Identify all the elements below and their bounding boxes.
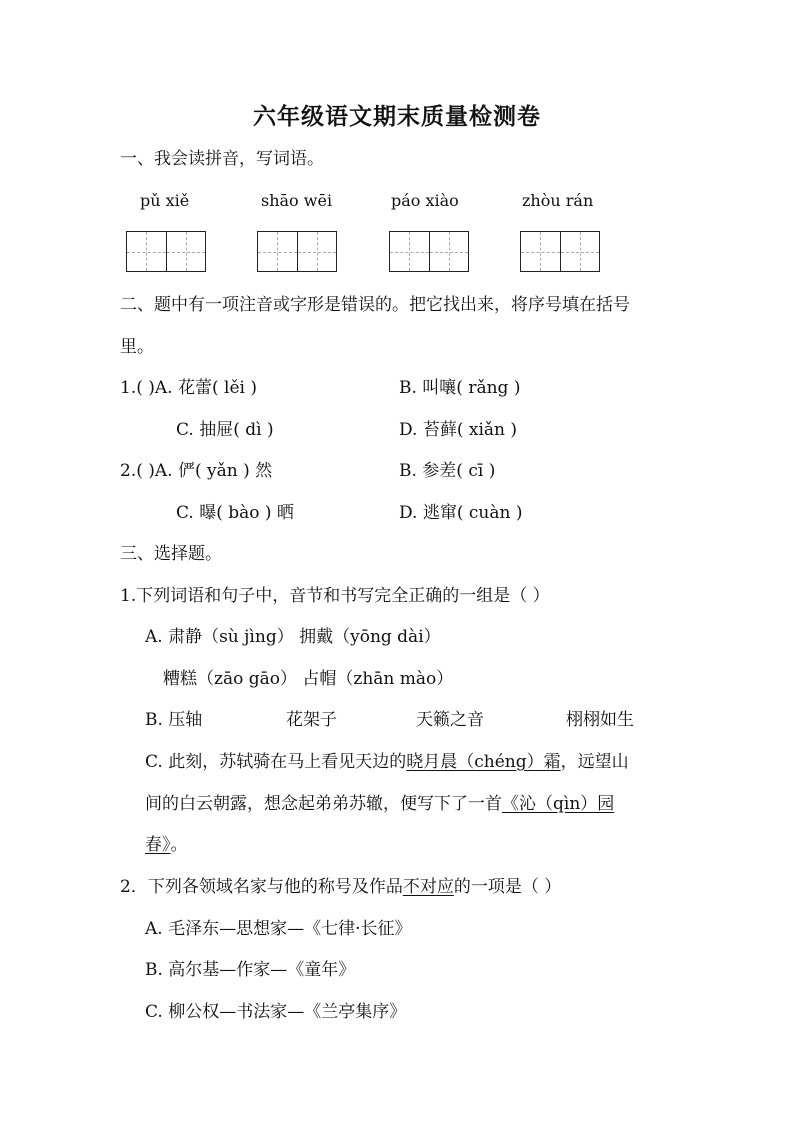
s3-q1-option-b-3: 天籁之音: [416, 710, 484, 730]
s3-q1-option-a-line1: A. 肃静（sù jìng） 拥戴（yōng dài）: [145, 627, 441, 647]
grid-cell[interactable]: [390, 232, 429, 271]
section2-heading-line2: 里。: [120, 337, 154, 357]
s2-q1-option-a: 1.( )A. 花蕾( lěi ): [120, 378, 257, 398]
text-segment: 间的白云朝露，想念起弟弟苏辙，便写下了一首: [145, 794, 502, 814]
underlined-phrase: 不对应: [402, 877, 454, 897]
grid-cell[interactable]: [521, 232, 560, 271]
s2-q2-option-c: C. 曝( bào ) 晒: [176, 503, 294, 523]
grid-cell[interactable]: [297, 232, 337, 271]
s2-q2-option-d: D. 逃窜( cuàn ): [399, 503, 523, 523]
underlined-phrase: 晓月晨（chéng）霜: [406, 752, 561, 772]
s2-q2-option-a: 2.( )A. 俨( yǎn ) 然: [120, 461, 273, 481]
section1-heading: 一、我会读拼音，写词语。: [120, 149, 324, 169]
s3-q2-option-c: C. 柳公权—书法家—《兰亭集序》: [145, 1002, 407, 1022]
s2-q1-option-c: C. 抽屉( dì ): [176, 420, 274, 440]
s2-q2-option-b: B. 参差( cī ): [399, 461, 496, 481]
s3-q2-stem: [120, 876, 561, 898]
pinyin-3: páo xiào: [391, 191, 459, 210]
section3-heading: 三、选择题。: [120, 544, 222, 564]
s3-q1-option-b-2: 花架子: [286, 710, 337, 730]
s3-q1-stem: 1.下列词语和句子中，音节和书写完全正确的一组是（ ）: [120, 586, 550, 606]
writing-grid-2[interactable]: [257, 231, 337, 272]
underlined-phrase: 《沁（qìn）园: [502, 794, 615, 814]
page-title: 六年级语文期末质量检测卷: [253, 103, 541, 130]
grid-cell[interactable]: [258, 232, 297, 271]
pinyin-4: zhòu rán: [522, 191, 594, 210]
text-segment: 的一项是（ ）: [453, 877, 562, 897]
s2-q1-option-d: D. 苔藓( xiǎn ): [399, 420, 518, 440]
s2-q1-option-b: B. 叫嚷( rǎng ): [399, 378, 521, 398]
text-segment: ，远望山: [560, 752, 629, 772]
text-segment: 。: [170, 835, 188, 855]
pinyin-1: pǔ xiě: [140, 191, 190, 210]
s3-q1-option-c-line1: [145, 751, 629, 773]
s3-q2-option-b: B. 高尔基—作家—《童年》: [145, 960, 356, 980]
s3-q1-option-b-4: 栩栩如生: [566, 710, 634, 730]
writing-grid-4[interactable]: [520, 231, 600, 272]
s3-q1-option-b-1: B. 压轴: [145, 710, 203, 730]
grid-cell[interactable]: [429, 232, 469, 271]
writing-grid-3[interactable]: [389, 231, 469, 272]
s3-q1-option-c-line2: [145, 793, 614, 815]
grid-cell[interactable]: [127, 232, 166, 271]
text-segment: 2．下列各领域名家与他的称号及作品: [120, 877, 403, 897]
section2-heading-line1: 二、题中有一项注音或字形是错误的。把它找出来，将序号填在括号: [120, 295, 630, 315]
underlined-phrase: 春》: [145, 835, 171, 855]
grid-cell[interactable]: [166, 232, 206, 271]
pinyin-2: shāo wēi: [261, 191, 333, 210]
s3-q2-option-a: A. 毛泽东—思想家—《七律·长征》: [145, 919, 412, 939]
s3-q1-option-c-line3: [145, 834, 188, 856]
writing-grid-1[interactable]: [126, 231, 206, 272]
text-segment: C. 此刻，苏轼骑在马上看见天边的: [145, 752, 407, 772]
s3-q1-option-a-line2: 糟糕（zāo gāo） 占帽（zhān mào）: [163, 669, 454, 689]
grid-cell[interactable]: [560, 232, 600, 271]
